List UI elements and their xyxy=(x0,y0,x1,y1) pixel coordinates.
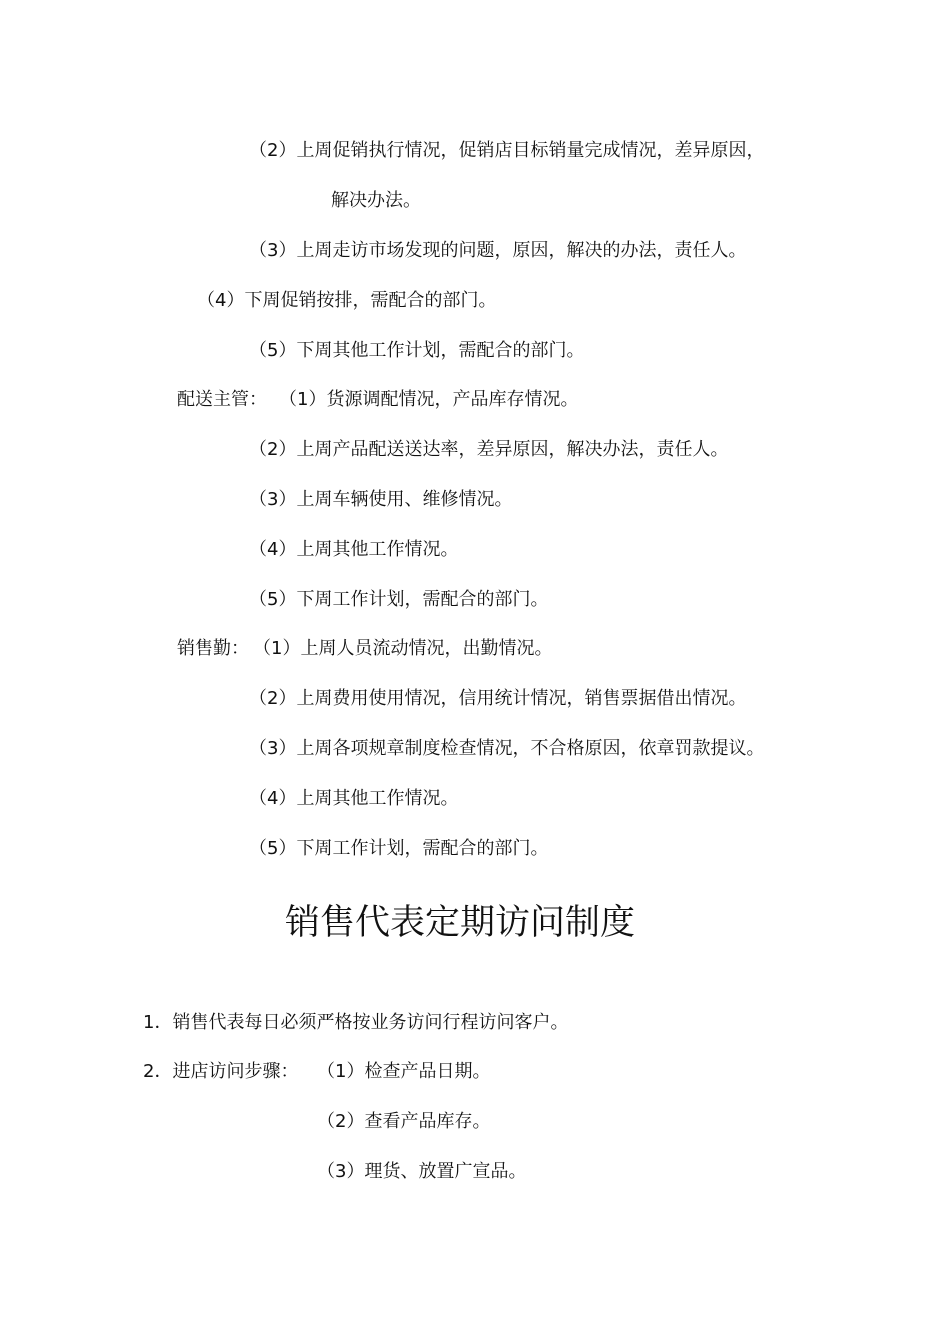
delivery-item-2: （2）上周产品配送送达率，差异原因，解决办法，责任人。 xyxy=(249,439,729,460)
rule-2-step-3: （3）理货、放置广宣品。 xyxy=(317,1161,527,1182)
delivery-item-4: （4）上周其他工作情况。 xyxy=(249,539,459,560)
rule-2-label: 2．进店访问步骤： xyxy=(143,1061,299,1082)
promo-item-2-continued: 解决办法。 xyxy=(331,190,421,211)
rule-2-step-2: （2）查看产品库存。 xyxy=(317,1111,491,1132)
sales-admin-item-2: （2）上周费用使用情况，信用统计情况，销售票据借出情况。 xyxy=(249,688,747,709)
section-title: 销售代表定期访问制度 xyxy=(284,903,635,943)
promo-item-4: （4）下周促销按排，需配合的部门。 xyxy=(197,290,497,311)
rule-2-step-1: （1）检查产品日期。 xyxy=(317,1061,491,1082)
sales-admin-item-3: （3）上周各项规章制度检查情况，不合格原因，依章罚款提议。 xyxy=(249,738,765,759)
delivery-item-5: （5）下周工作计划，需配合的部门。 xyxy=(249,589,549,610)
delivery-item-3: （3）上周车辆使用、维修情况。 xyxy=(249,489,513,510)
sales-admin-item-4: （4）上周其他工作情况。 xyxy=(249,788,459,809)
promo-item-5: （5）下周其他工作计划，需配合的部门。 xyxy=(249,340,585,361)
sales-admin-item-1: （1）上周人员流动情况，出勤情况。 xyxy=(253,638,553,659)
sales-admin-label: 销售勤： xyxy=(177,638,249,659)
sales-admin-item-5: （5）下周工作计划，需配合的部门。 xyxy=(249,838,549,859)
promo-item-3: （3）上周走访市场发现的问题，原因，解决的办法，责任人。 xyxy=(249,240,747,261)
rule-1: 1．销售代表每日必须严格按业务访问行程访问客户。 xyxy=(143,1012,569,1033)
delivery-item-1: （1）货源调配情况，产品库存情况。 xyxy=(279,389,579,410)
delivery-label: 配送主管： xyxy=(177,389,267,410)
promo-item-2: （2）上周促销执行情况，促销店目标销量完成情况，差异原因， xyxy=(249,140,765,161)
